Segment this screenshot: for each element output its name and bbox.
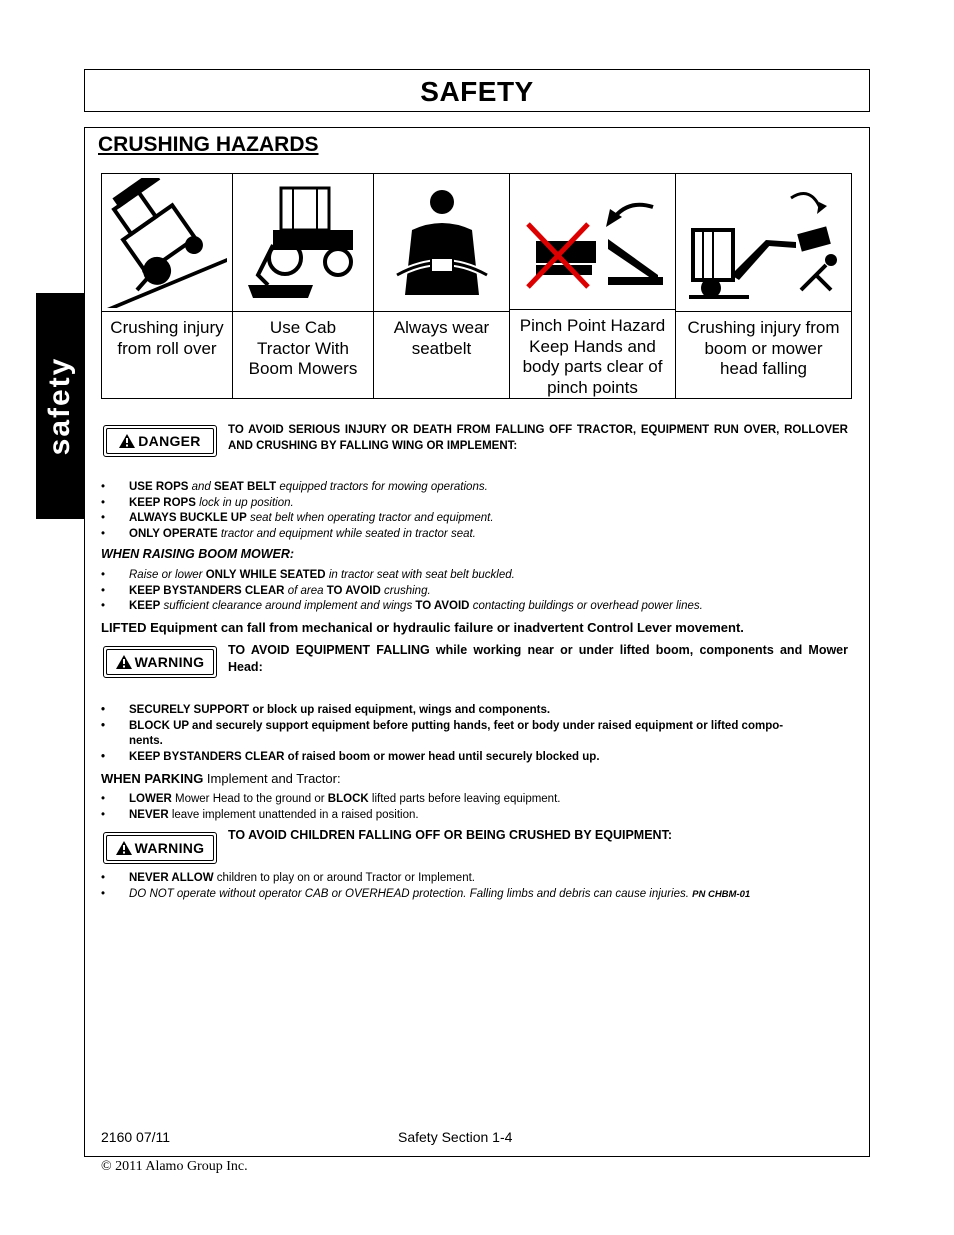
hazard-caption: head falling [720,359,807,378]
hazard-caption: Tractor With [257,338,349,358]
pinch-point-icon [518,179,668,304]
hazard-caption: Crushing injury from [687,318,840,337]
list-item: • NEVER leave implement unattended in a raised position. [101,808,419,821]
hazard-caption: body parts clear of [522,357,663,376]
seatbelt-operator-icon [387,180,497,305]
hazard-cell-pinch-point [510,174,676,398]
cab-tractor-icon [243,180,363,305]
hazard-caption: from roll over [117,338,217,358]
list-item: • LOWER Mower Head to the ground or BLOCK lifted parts before leaving equipment. [101,793,561,805]
warning1-bullet-list [101,703,851,765]
list-item: • NEVER ALLOW children to play on or around Tractor or Implement. [101,872,475,884]
list-item: • Raise or lower ONLY WHILE SEATED in tractor seat with seat belt buckled. [101,569,515,581]
warning-sign-label: WARNING [134,654,205,670]
footer-section: Safety Section 1-4 [398,1129,513,1145]
section-title: CRUSHING HAZARDS [98,133,319,156]
hazard-caption: seatbelt [411,338,472,358]
list-item: • USE ROPS and SEAT BELT equipped tractors for mowing operations. [101,481,488,493]
side-tab [36,293,84,519]
hazard-cell-seatbelt [374,174,510,398]
list-item: • KEEP ROPS lock in up position. [101,496,294,509]
warning2-bullet-list [101,871,851,902]
hazard-caption: pinch points [547,377,638,397]
list-item: • ONLY OPERATE tractor and equipment while seated in tractor seat. [101,527,476,540]
danger-sign-label: DANGER [138,433,201,449]
list-item: • BLOCK UP and securely support equipment before putting hands, feet or body under raised equipment or lifted compo- [101,719,784,732]
list-item-continued: nents. [129,735,163,748]
hazard-caption: Always wear [393,318,490,337]
copyright: © 2011 Alamo Group Inc. [101,1159,248,1174]
warning-heading-falling: TO AVOID EQUIPMENT FALLING while working near or under lifted boom, components and Mower Head: [228,643,848,674]
warning-sign [103,832,217,864]
warning-sign-label: WARNING [134,840,205,856]
parking-heading: WHEN PARKING Implement and Tractor: [101,771,341,786]
footer-doc-number: 2160 07/11 [101,1129,171,1145]
list-item: • DO NOT operate without operator CAB or OVERHEAD protection. Falling limbs and debris can cause injuries. PN CHBM-01 [101,887,751,900]
danger-bullet-list [101,480,851,542]
side-tab-label: safety [43,356,76,456]
tractor-rollover-icon [107,178,227,308]
list-item: • KEEP sufficient clearance around implement and wings TO AVOID contacting buildings or overhead power lines. [101,600,703,613]
list-item: • ALWAYS BUCKLE UP seat belt when operating tractor and equipment. [101,512,494,525]
warning-triangle-icon [119,434,135,448]
header-box [84,69,870,112]
hazard-cell-rollover [102,174,233,398]
warning-heading-children: TO AVOID CHILDREN FALLING OFF OR BEING CRUSHED BY EQUIPMENT: [228,828,673,842]
danger-sign [103,425,217,457]
hazard-caption: Use Cab [269,318,337,337]
hazard-caption: boom or mower [704,338,823,358]
list-item: • KEEP BYSTANDERS CLEAR of area TO AVOID crushing. [101,584,431,597]
list-item: • SECURELY SUPPORT or block up raised equipment, wings and components. [101,704,551,716]
list-item: • KEEP BYSTANDERS CLEAR of raised boom or mower head until securely blocked up. [101,750,600,763]
warning-triangle-icon [116,655,132,669]
parking-bullet-list [101,792,851,823]
hazard-pictogram-table [101,173,852,399]
hazard-cell-cab-tractor [233,174,374,398]
hazard-caption: Crushing injury [110,318,224,337]
hazard-caption: Pinch Point Hazard [519,316,666,335]
hazard-caption: Keep Hands and [529,336,656,356]
warning-triangle-icon [116,841,132,855]
warning-sign [103,646,217,678]
hazard-cell-falling-boom [676,174,851,398]
hazard-caption: Boom Mowers [248,359,358,378]
raising-heading: WHEN RAISING BOOM MOWER: [101,547,295,561]
part-number: PN CHBM-01 [692,888,751,900]
lifted-warning-line: LIFTED Equipment can fall from mechanical or hydraulic failure or inadvertent Control Lever movement. [101,620,744,635]
falling-boom-icon [681,180,846,305]
raising-bullet-list [101,568,851,615]
danger-heading: TO AVOID SERIOUS INJURY OR DEATH FROM FALLING OFF TRACTOR, EQUIPMENT RUN OVER, ROLLOVER AND CRUSHING BY FALLING WING OR IMPLEMENT: [228,424,848,452]
page-header-title: SAFETY [420,76,534,107]
